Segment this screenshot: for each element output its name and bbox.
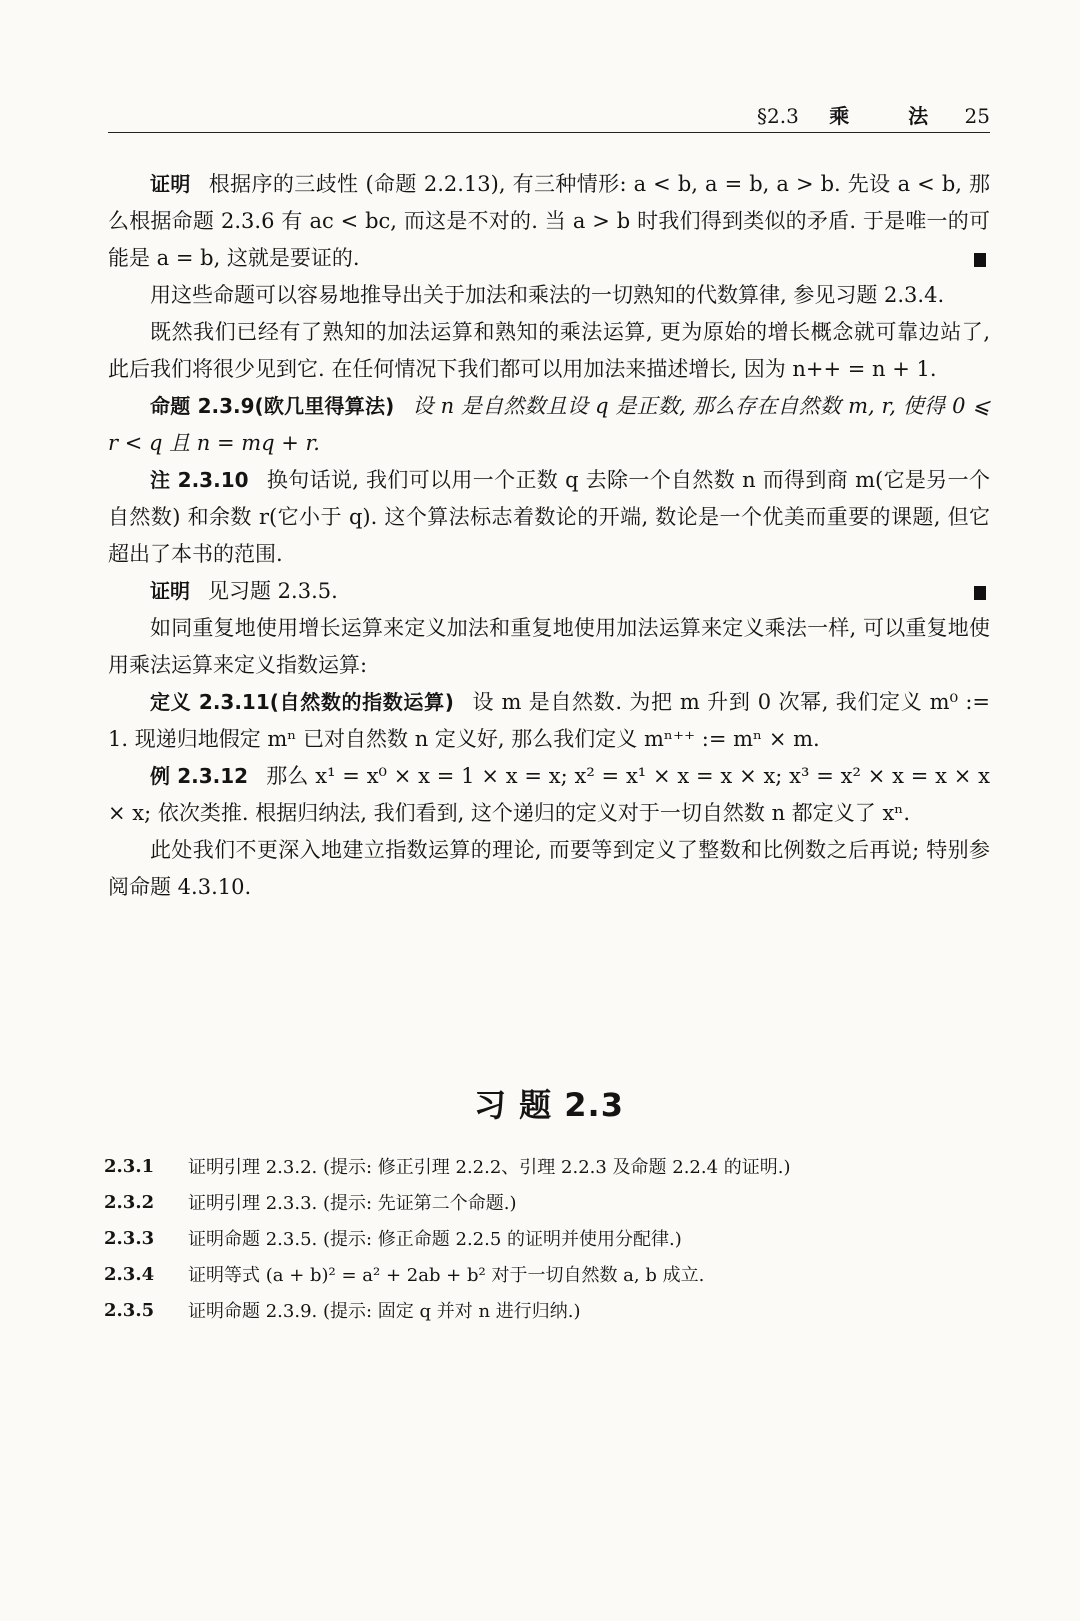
paragraph-proof-1 [108, 166, 990, 277]
paragraph-text: 那么 x¹ = x⁰ × x = 1 × x = x; x² = x¹ × x = x × x; x³ = x² × x = x × x × x; 依次类推. 根据归纳法, 我们看到, 这个递归的定义对于一切自然数 n 都定义了 xⁿ. [108, 764, 991, 825]
qed-square-icon [974, 586, 986, 600]
exercise-number: 2.3.4 [104, 1263, 155, 1285]
definition-label: 定义 2.3.11(自然数的指数运算) [150, 690, 454, 714]
exercise-item [104, 1184, 990, 1220]
exercise-list [104, 1148, 990, 1328]
exercise-item [104, 1148, 990, 1184]
exercise-text: 证明命题 2.3.5. (提示: 修正命题 2.2.5 的证明并使用分配律.) [188, 1229, 682, 1250]
paragraph-text: 如同重复地使用增长运算来定义加法和重复地使用加法运算来定义乘法一样, 可以重复地使用乘法运算来定义指数运算: [108, 616, 990, 677]
exercise-text: 证明等式 (a + b)² = a² + 2ab + b² 对于一切自然数 a, b 成立. [188, 1265, 705, 1286]
exercise-item [104, 1220, 990, 1256]
paragraph-text: 用这些命题可以容易地推导出关于加法和乘法的一切熟知的代数算律, 参见习题 2.3.4. [150, 283, 945, 307]
section-number: §2.3 [757, 104, 799, 128]
example-2-3-12 [108, 758, 990, 832]
paragraph-text: 设 m 是自然数. 为把 m 升到 0 次幂, 我们定义 m⁰ := 1. 现递归地假定 mⁿ 已对自然数 n 定义好, 那么我们定义 mⁿ⁺⁺ := mⁿ × m. [108, 690, 990, 751]
exercise-text: 证明引理 2.3.2. (提示: 修正引理 2.2.2、引理 2.2.3 及命题 2.2.4 的证明.) [188, 1157, 791, 1178]
remark-label: 注 2.3.10 [150, 468, 249, 492]
exercise-number: 2.3.2 [104, 1191, 155, 1213]
paragraph-text: 换句话说, 我们可以用一个正数 q 去除一个自然数 n 而得到商 m(它是另一个自然数) 和余数 r(它小于 q). 这个算法标志着数论的开端, 数论是一个优美而重要的课题, 但它超出了本书的范围. [108, 468, 990, 566]
exercise-number: 2.3.1 [104, 1155, 155, 1177]
exercise-number: 2.3.5 [104, 1299, 155, 1321]
exercise-number: 2.3.3 [104, 1227, 155, 1249]
running-head [108, 96, 990, 133]
qed-square-icon [974, 253, 986, 267]
paragraph-algebra-laws [108, 277, 990, 314]
proof-label: 证明 [150, 172, 191, 196]
paragraph-text: 根据序的三歧性 (命题 2.2.13), 有三种情形: a < b, a = b, a > b. 先设 a < b, 那么根据命题 2.3.6 有 ac < bc, 而这是不对的. 当 a > b 时我们得到类似的矛盾. 于是唯一的可能是 a = b, 这就是要证的. [108, 172, 990, 270]
exercise-text: 证明命题 2.3.9. (提示: 固定 q 并对 n 进行归纳.) [188, 1301, 581, 1322]
paragraph-text: 见习题 2.3.5. [208, 579, 338, 603]
paragraph-text: 此处我们不更深入地建立指数运算的理论, 而要等到定义了整数和比例数之后再说; 特别参阅命题 4.3.10. [108, 838, 990, 899]
exercise-item [104, 1256, 990, 1292]
exercise-text: 证明引理 2.3.3. (提示: 先证第二个命题.) [188, 1193, 517, 1214]
exercises-heading: 习 题 2.3 [474, 1086, 624, 1124]
proposition-2-3-9 [108, 388, 990, 462]
section-title-header: 乘 法 [829, 104, 955, 128]
exercise-item [104, 1292, 990, 1328]
paragraph-increment [108, 314, 990, 388]
paragraph-exponentiation-intro [108, 610, 990, 684]
definition-2-3-11 [108, 684, 990, 758]
running-head-text [757, 100, 990, 129]
remark-2-3-10 [108, 462, 990, 573]
paragraph-text: 既然我们已经有了熟知的加法运算和熟知的乘法运算, 更为原始的增长概念就可靠边站了, 此后我们将很少见到它. 在任何情况下我们都可以用加法来描述增长, 因为 n++ = n + 1. [108, 320, 990, 381]
proposition-statement: 设 n 是自然数且设 q 是正数, 那么存在自然数 m, r, 使得 0 ⩽ r < q 且 n = mq + r. [108, 394, 990, 455]
proposition-label: 命题 2.3.9(欧几里得算法) [150, 394, 395, 418]
main-text [108, 166, 990, 906]
page-number: 25 [964, 104, 990, 128]
proof-label: 证明 [150, 579, 190, 603]
paragraph-proof-2 [108, 573, 990, 610]
paragraph-closing [108, 832, 990, 906]
example-label: 例 2.3.12 [150, 764, 249, 788]
